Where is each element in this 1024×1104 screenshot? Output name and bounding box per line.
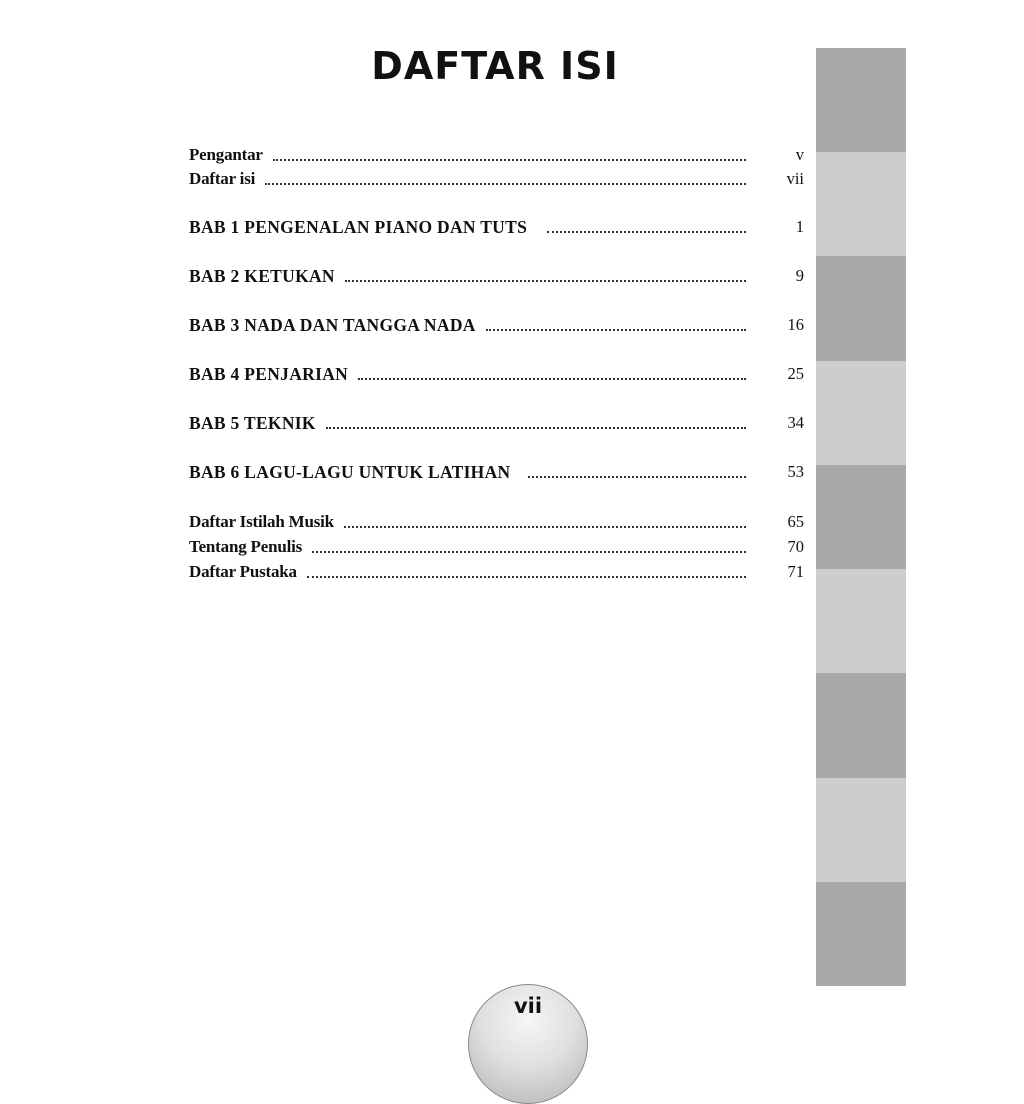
page-number: vii bbox=[513, 994, 543, 1018]
toc-entry-bab-3 bbox=[189, 314, 804, 336]
chapter-tab bbox=[816, 569, 906, 673]
toc-entry-label: BAB 5 TEKNIK bbox=[189, 413, 316, 433]
chapter-tab bbox=[816, 152, 906, 256]
toc-entry-bab-2 bbox=[189, 265, 804, 287]
toc-entry-page: 9 bbox=[795, 266, 804, 285]
toc-entry-bab-1 bbox=[189, 216, 804, 238]
chapter-tab bbox=[816, 465, 906, 569]
toc-entry-label: Tentang Penulis bbox=[189, 537, 303, 556]
toc-entry-page: 16 bbox=[787, 315, 804, 334]
toc-entry-label: Pengantar bbox=[189, 145, 263, 164]
toc-entry-page: 70 bbox=[787, 537, 804, 556]
toc-entry-daftar-pustaka bbox=[189, 561, 804, 583]
toc-entry-label: Daftar Istilah Musik bbox=[189, 512, 334, 531]
toc-entry-daftar-isi bbox=[189, 168, 804, 190]
chapter-tab bbox=[816, 778, 906, 882]
dot-leader bbox=[547, 231, 746, 233]
chapter-tab-strip bbox=[816, 48, 906, 986]
toc-entry-page: 53 bbox=[787, 462, 804, 481]
dot-leader bbox=[486, 329, 746, 331]
dot-leader bbox=[312, 551, 746, 553]
dot-leader bbox=[326, 427, 746, 429]
dot-leader bbox=[528, 476, 746, 478]
dot-leader bbox=[344, 526, 746, 528]
toc-entry-page: vii bbox=[786, 169, 804, 188]
dot-leader bbox=[273, 159, 746, 161]
toc-entry-daftar-istilah-musik bbox=[189, 511, 804, 533]
toc-entry-pengantar bbox=[189, 144, 804, 166]
toc-entry-bab-5 bbox=[189, 412, 804, 434]
toc-entry-label: Daftar Pustaka bbox=[189, 562, 297, 581]
toc-entry-label: BAB 4 PENJARIAN bbox=[189, 364, 349, 384]
toc-entry-tentang-penulis bbox=[189, 536, 804, 558]
toc-entry-page: 1 bbox=[795, 217, 804, 236]
toc-entry-page: 34 bbox=[787, 413, 804, 432]
toc-entry-label: BAB 6 LAGU-LAGU UNTUK LATIHAN bbox=[189, 462, 511, 482]
toc-entry-page: v bbox=[795, 145, 804, 164]
toc-entry-page: 65 bbox=[787, 512, 804, 531]
toc-entry-label: Daftar isi bbox=[189, 169, 256, 188]
chapter-tab bbox=[816, 48, 906, 152]
toc-entry-label: BAB 3 NADA DAN TANGGA NADA bbox=[189, 315, 476, 335]
chapter-tab bbox=[816, 361, 906, 465]
dot-leader bbox=[307, 576, 746, 578]
dot-leader bbox=[345, 280, 746, 282]
chapter-tab bbox=[816, 882, 906, 986]
page-title: DAFTAR ISI bbox=[371, 44, 619, 88]
toc-entry-bab-4 bbox=[189, 363, 804, 385]
toc-entry-page: 71 bbox=[787, 562, 804, 581]
toc-entry-label: BAB 2 KETUKAN bbox=[189, 266, 335, 286]
dot-leader bbox=[358, 378, 746, 380]
toc-entry-bab-6 bbox=[189, 461, 804, 483]
chapter-tab bbox=[816, 673, 906, 777]
chapter-tab bbox=[816, 256, 906, 360]
dot-leader bbox=[265, 183, 746, 185]
toc-entry-label: BAB 1 PENGENALAN PIANO DAN TUTS bbox=[189, 217, 528, 237]
toc-entry-page: 25 bbox=[787, 364, 804, 383]
